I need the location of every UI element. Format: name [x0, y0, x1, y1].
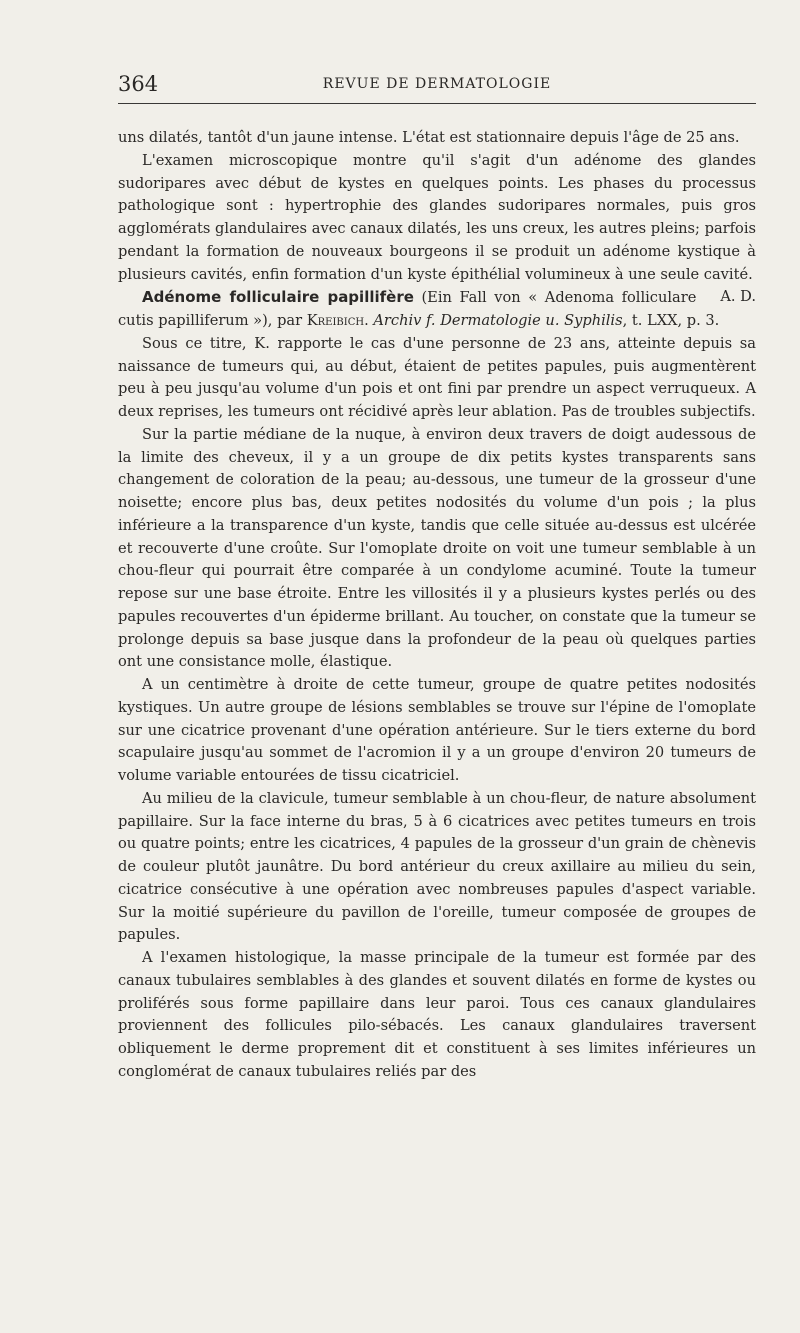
paragraph-3 [118, 286, 756, 333]
journal-name: Archiv f. Dermatologie u. Syphilis [373, 312, 623, 329]
article-subtitle: (Ein Fall von « Adenoma folliculare cutis papilliferum »), par [118, 289, 697, 329]
page-header [118, 72, 756, 102]
paragraph-7: Au milieu de la clavicule, tumeur semblable à un chou-fleur, de nature absolument papillaire. Sur la face interne du bras, 5 à 6 cicatrices avec petites tumeurs en trois ou quatre points; entre les cicatrices, 4 papules de la grosseur d'un grain de chènevis de couleur plutôt jaunâtre. Du bord antérieur du creux axillaire au milieu du sein, cicatrice consécutive à une opération avec nombreuses papules d'aspect variable. Sur la moitié supérieure du pavillon de l'oreille, tumeur composée de groupes de papules. [118, 789, 756, 944]
page-number: 364 [118, 72, 159, 96]
header-rule [118, 103, 756, 104]
article-sep: . [364, 312, 374, 329]
article-title: Adénome folliculaire papillifère [142, 288, 414, 307]
paragraph-2-text: L'examen microscopique montre qu'il s'agit d'un adénome des glandes sudoripares avec début de kystes en quelques points. Les phases du processus pathologique sont : hypertrophie des glandes sudoripares normales, puis gros agglomérats glandulaires avec canaux dilatés, les uns creux, les autres pleins; parfois pendant la formation de nouveaux bourgeons il se produit un adénome kystique à plusieurs cavités, enfin formation d'un kyste épithélial volumineux à une seule cavité. [118, 151, 756, 283]
article-author: Kreibich [306, 312, 365, 329]
author-signature: A. D. [720, 288, 756, 306]
page [118, 72, 756, 1080]
paragraph-1: uns dilatés, tantôt d'un jaune intense. L'état est stationnaire depuis l'âge de 25 ans. [118, 129, 740, 146]
paragraph-5: Sur la partie médiane de la nuque, à environ deux travers de doigt audessous de la limite des cheveux, il y a un groupe de dix petits kystes transparents sans changement de coloration de la peau; au-dessous, une tumeur de la grosseur d'une noisette; encore plus bas, deux petites nodosités du volume d'un pois ; la plus inférieure a la transparence d'un kyste, tandis que celle située au-dessus est ulcérée et recouverte d'une croûte. Sur l'omoplate droite on voit une tumeur semblable à un chou-fleur qui pourrait être comparée à un condylome acuminé. Toute la tumeur repose sur une base étroite. Entre les villosités il y a plusieurs kystes perlés ou des papules recouvertes d'un épiderme brillant. Au toucher, on constate que la tumeur se prolonge depuis sa base jusque dans la profondeur de la peau où quelques parties ont une consistance molle, élastique. [118, 425, 756, 671]
running-title: REVUE DE DERMATOLOGIE [322, 76, 552, 92]
paragraph-6: A un centimètre à droite de cette tumeur, groupe de quatre petites nodosités kystiques. Un autre groupe de lésions semblables se trouve sur l'épine de l'omoplate sur une cicatrice provenant d'une opération antérieure. Sur le tiers externe du bord scapulaire jusqu'au sommet de l'acromion il y a un groupe d'environ 20 tumeurs de volume variable entourées de tissu cicatriciel. [118, 676, 756, 784]
paragraph-4: Sous ce titre, K. rapporte le cas d'une personne de 23 ans, atteinte depuis sa naissance de tumeurs qui, au début, étaient de petites papules, puis augmentèrent peu à peu jusqu'au volume d'un pois et ont fini par prendre un aspect verruqueux. A deux reprises, les tumeurs ont récidivé après leur ablation. Pas de troubles subjectifs. [118, 334, 756, 420]
article-reference: , t. LXX, p. 3. [622, 312, 720, 329]
body-text [118, 127, 756, 1084]
paragraph-8: A l'examen histologique, la masse principale de la tumeur est formée par des canaux tubulaires semblables à des glandes et souvent dilatés en forme de kystes ou proliférés sous forme papillaire dans leur paroi. Tous ces canaux glandulaires proviennent des follicules pilo-sébacés. Les canaux glandulaires traversent obliquement le derme proprement dit et constituent à ses limites inférieures un conglomérat de canaux tubulaires reliés par des [118, 949, 756, 1080]
